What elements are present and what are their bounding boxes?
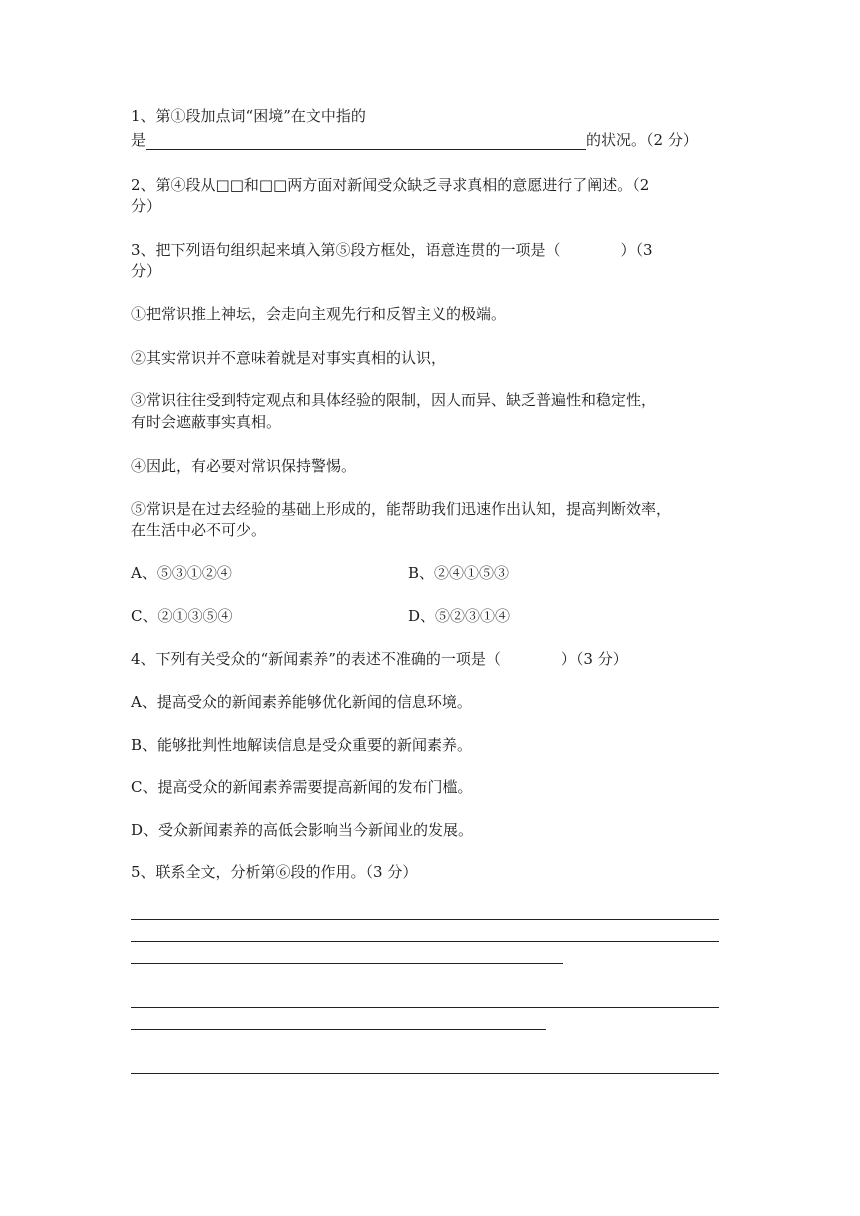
q2-stem-line1: 2、第④段从□□和□□两方面对新闻受众缺乏寻求真相的意愿进行了阐述。（2: [131, 176, 650, 194]
answer-line[interactable]: [131, 1007, 719, 1008]
q3-sentence-5-line2: 在生活中必不可少。: [131, 521, 267, 539]
q4-option-b[interactable]: B、能够批判性地解读信息是受众重要的新闻素养。: [131, 736, 473, 754]
q3-sentence-5-line1: ⑤常识是在过去经验的基础上形成的，能帮助我们迅速作出认知，提高判断效率，: [131, 500, 672, 518]
q1-stem-line1: 1、第①段加点词“困境”在文中指的: [131, 107, 366, 125]
q3-option-b[interactable]: B、②④①⑤③: [408, 564, 510, 582]
answer-line[interactable]: [131, 919, 719, 920]
q1-prefix: 是: [131, 131, 147, 149]
q5-stem: 5、联系全文，分析第⑥段的作用。（3 分）: [131, 863, 418, 881]
q3-option-d[interactable]: D、⑤②③①④: [408, 607, 511, 625]
q3-stem-line2: 分）: [131, 262, 162, 280]
answer-line[interactable]: [131, 1073, 719, 1074]
q4-option-d[interactable]: D、受众新闻素养的高低会影响当今新闻业的发展。: [131, 821, 474, 839]
q3-sentence-4: ④因此，有必要对常识保持警惕。: [131, 457, 357, 475]
q3-stem-line1: 3、把下列语句组织起来填入第⑤段方框处，语意连贯的一项是（ ）（3: [131, 241, 653, 259]
q4-option-a[interactable]: A、提高受众的新闻素养能够优化新闻的信息环境。: [131, 693, 472, 711]
q2-stem-line2: 分）: [131, 197, 162, 215]
answer-line[interactable]: [131, 963, 563, 964]
q3-sentence-3-line1: ③常识往往受到特定观点和具体经验的限制，因人而异、缺乏普遍性和稳定性，: [131, 391, 657, 409]
q1-suffix: 的状况。（2 分）: [586, 131, 698, 149]
q3-sentence-2: ②其实常识并不意味着就是对事实真相的认识，: [131, 349, 447, 367]
q1-answer-blank[interactable]: [146, 132, 586, 150]
q4-option-c[interactable]: C、提高受众的新闻素养需要提高新闻的发布门槛。: [131, 778, 473, 796]
q3-sentence-1: ①把常识推上神坛，会走向主观先行和反智主义的极端。: [131, 305, 507, 323]
q3-option-a[interactable]: A、⑤③①②④: [131, 564, 232, 582]
answer-line[interactable]: [131, 1029, 546, 1030]
q3-sentence-3-line2: 有时会遮蔽事实真相。: [131, 413, 282, 431]
q4-stem: 4、下列有关受众的“新闻素养”的表述不准确的一项是（ ）（3 分）: [131, 650, 628, 668]
answer-line[interactable]: [131, 941, 719, 942]
q3-option-c[interactable]: C、②①③⑤④: [131, 607, 233, 625]
q1-stem-line2: [131, 130, 698, 150]
